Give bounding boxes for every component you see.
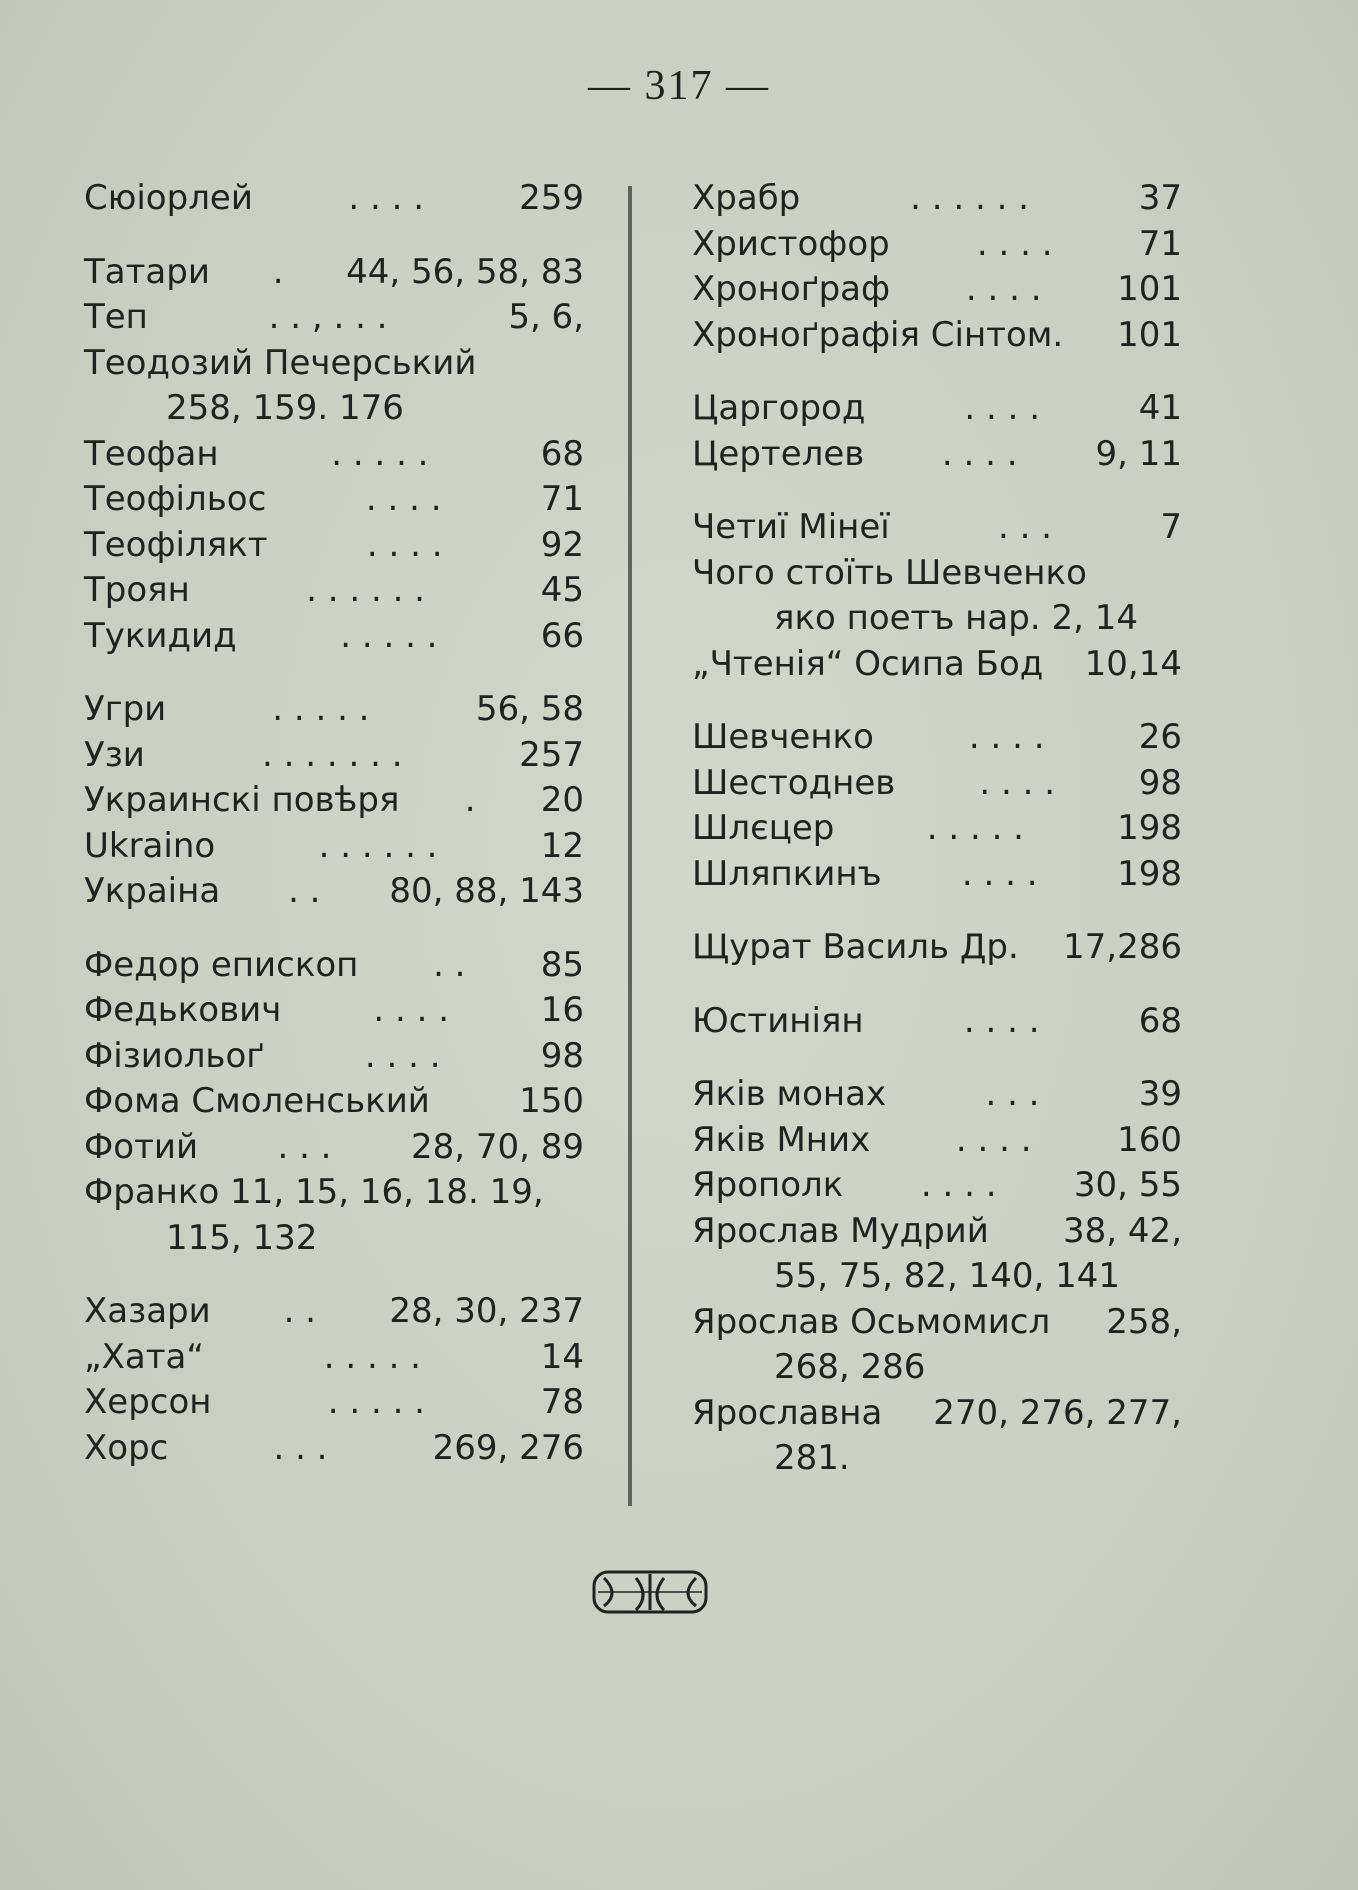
leader-dots: . . . . . .	[318, 825, 438, 866]
section-gap	[84, 222, 584, 250]
index-term: Тукидид	[84, 615, 237, 656]
index-entry	[84, 568, 584, 614]
index-entry	[692, 551, 1182, 597]
index-term: Теп	[84, 297, 148, 337]
index-entry-continuation	[692, 1345, 1182, 1391]
leader-dots: . . . .	[976, 223, 1053, 264]
index-term: Щурат Василь Др.	[692, 927, 1019, 967]
index-term: Яків Мних	[692, 1119, 871, 1160]
index-entry	[692, 386, 1182, 432]
index-entry	[84, 778, 584, 824]
index-entry	[84, 523, 584, 569]
index-term: Херсон	[84, 1382, 212, 1422]
index-entry	[692, 432, 1182, 478]
index-pages: 68	[540, 433, 584, 474]
index-entry	[692, 1118, 1182, 1164]
continuation-pages: 268, 286	[774, 1347, 926, 1387]
index-entry	[84, 1426, 584, 1472]
index-entry	[84, 988, 584, 1034]
index-entry	[692, 852, 1182, 898]
index-pages: 10,14	[1084, 643, 1182, 684]
index-term: Хорс	[84, 1427, 169, 1468]
index-pages: 41	[1138, 388, 1182, 428]
index-pages: 44, 56, 58, 83	[346, 251, 584, 292]
index-entry	[84, 432, 584, 478]
index-term: Христофор	[692, 223, 890, 264]
index-entry	[692, 505, 1182, 551]
index-term: Теофан	[84, 433, 219, 474]
leader-dots: . . . . . .	[910, 178, 1029, 218]
index-term: Цертелев	[692, 433, 865, 474]
index-pages: 39	[1138, 1074, 1182, 1114]
index-pages: 12	[540, 825, 584, 866]
index-entry	[84, 1125, 584, 1171]
continuation-pages: 258, 159. 176	[166, 388, 404, 428]
leader-dots: . . . .	[963, 1000, 1040, 1041]
index-pages: 98	[540, 1035, 584, 1076]
leader-dots: . . . .	[968, 717, 1045, 757]
leader-dots: . . .	[273, 1427, 328, 1468]
index-term: Ярославна	[692, 1392, 883, 1433]
index-pages: 16	[540, 990, 584, 1030]
index-entry	[692, 1300, 1182, 1346]
index-term: Украинскі повѣря	[84, 780, 400, 820]
index-pages: 5, 6,	[508, 297, 584, 337]
index-pages: 30, 55	[1073, 1165, 1182, 1205]
index-entry	[692, 715, 1182, 761]
index-entry	[84, 477, 584, 523]
index-term: Теофілякт	[84, 524, 268, 565]
index-entry	[84, 1170, 584, 1216]
index-pages: 101	[1117, 314, 1182, 355]
index-term: Шестоднев	[692, 762, 896, 803]
leader-dots: . . . . .	[327, 1382, 425, 1422]
section-gap	[692, 477, 1182, 505]
leader-dots: .	[464, 780, 476, 820]
index-term: Яків монах	[692, 1074, 887, 1114]
index-pages: 198	[1117, 808, 1182, 848]
index-term: Царгород	[692, 388, 866, 428]
index-term: Четиї Мінеї	[692, 507, 890, 547]
leader-dots: . . , . . .	[268, 297, 388, 337]
leader-dots: . . . .	[366, 524, 443, 565]
index-entry	[84, 295, 584, 341]
leader-dots: . . . . .	[331, 433, 429, 474]
leader-dots: . .	[433, 944, 466, 985]
index-term: Хроноґраф	[692, 269, 891, 309]
index-term: Теофільос	[84, 479, 267, 519]
section-gap	[692, 358, 1182, 386]
index-entry	[692, 925, 1182, 971]
index-term: Троян	[84, 570, 190, 610]
index-term: Хазари	[84, 1291, 211, 1331]
index-pages: 28, 70, 89	[410, 1126, 584, 1167]
index-entry-continuation	[692, 1254, 1182, 1300]
index-term: Федор епископ	[84, 944, 359, 985]
leader-dots: . . . .	[941, 433, 1018, 474]
index-pages: 258,	[1106, 1301, 1182, 1342]
index-term: Узи	[84, 734, 145, 775]
leader-dots: . . . .	[979, 762, 1055, 803]
index-entry	[692, 313, 1182, 359]
index-entry-continuation	[692, 596, 1182, 642]
index-pages: 160	[1117, 1119, 1182, 1160]
leader-dots: . . .	[277, 1126, 332, 1167]
continuation-pages: яко поетъ нар. 2, 14	[774, 598, 1138, 638]
index-term: Юстиніян	[692, 1000, 864, 1041]
index-term: Фома Смоленський	[84, 1081, 430, 1121]
leader-dots: . .	[283, 1291, 316, 1331]
index-entry	[692, 176, 1182, 222]
index-pages: 7	[1160, 507, 1182, 547]
index-entry	[84, 1079, 584, 1125]
index-entry	[84, 250, 584, 296]
leader-dots: . . . . .	[323, 1336, 421, 1377]
index-pages: 80, 88, 143	[389, 871, 584, 911]
leader-dots: . . . .	[348, 178, 424, 218]
index-term: Чого стоїть Шевченко	[692, 552, 1087, 593]
index-pages: 269, 276	[432, 1427, 584, 1468]
continuation-pages: 115, 132	[166, 1217, 318, 1258]
index-entry	[84, 341, 584, 387]
leader-dots: . . . .	[955, 1119, 1032, 1160]
index-entry-continuation	[84, 386, 584, 432]
index-term: Татари	[84, 251, 210, 292]
index-pages: 17,286	[1063, 927, 1182, 967]
section-gap	[84, 659, 584, 687]
index-pages: 85	[540, 944, 584, 985]
index-entry	[692, 999, 1182, 1045]
index-right-column	[692, 176, 1182, 1482]
index-entry	[692, 222, 1182, 268]
leader-dots: . . . . . .	[306, 570, 425, 610]
index-pages: 68	[1138, 1000, 1182, 1041]
index-pages: 20	[540, 780, 584, 820]
index-entry	[84, 176, 584, 222]
index-pages: 71	[540, 479, 584, 519]
index-pages: 28, 30, 237	[389, 1291, 584, 1331]
index-term: Франко 11, 15, 16, 18. 19,	[84, 1172, 544, 1212]
section-gap	[692, 687, 1182, 715]
leader-dots: . . . .	[961, 853, 1038, 894]
index-entry	[692, 806, 1182, 852]
index-pages: 71	[1138, 223, 1182, 264]
index-pages: 270, 276, 277,	[933, 1392, 1182, 1433]
leader-dots: . . . . .	[926, 808, 1024, 848]
index-pages: 14	[540, 1336, 584, 1377]
index-entry	[692, 1072, 1182, 1118]
index-entry	[84, 687, 584, 733]
index-term: Украіна	[84, 871, 221, 911]
index-term: Фотий	[84, 1126, 199, 1167]
index-entry	[692, 1163, 1182, 1209]
index-entry	[692, 642, 1182, 688]
index-term: „Чтенія“ Осипа Бод	[692, 643, 1044, 684]
leader-dots: . .	[288, 871, 321, 911]
index-pages: 56, 58	[475, 689, 584, 729]
index-term: „Хата“	[84, 1336, 204, 1377]
index-entry	[692, 761, 1182, 807]
index-pages: 257	[519, 734, 584, 775]
leader-dots: . . . .	[373, 990, 449, 1030]
index-entry-continuation	[84, 1216, 584, 1262]
index-entry	[84, 869, 584, 915]
index-term: Ярослав Осьмомисл	[692, 1301, 1051, 1342]
index-entry	[84, 1034, 584, 1080]
leader-dots: . . . .	[365, 479, 442, 519]
leader-dots: . . .	[997, 507, 1052, 547]
index-term: Ukraino	[84, 825, 216, 866]
index-entry	[84, 1380, 584, 1426]
section-gap	[692, 897, 1182, 925]
index-pages: 37	[1138, 178, 1182, 218]
section-gap	[84, 1261, 584, 1289]
index-pages: 101	[1117, 269, 1182, 309]
index-pages: 150	[519, 1081, 584, 1121]
leader-dots: . . . .	[965, 269, 1042, 309]
index-term: Фізиольоґ	[84, 1035, 265, 1076]
section-gap	[692, 1044, 1182, 1072]
index-term: Ярослав Мудрий	[692, 1210, 989, 1251]
index-pages: 198	[1117, 853, 1182, 894]
leader-dots: . . . . . . .	[262, 734, 403, 775]
index-term: Федькович	[84, 990, 282, 1030]
index-pages: 9, 11	[1095, 433, 1182, 474]
continuation-pages: 281.	[774, 1438, 850, 1478]
column-divider	[628, 186, 632, 1506]
index-entry	[84, 733, 584, 779]
index-pages: 38, 42,	[1063, 1210, 1182, 1251]
index-pages: 92	[540, 524, 584, 565]
index-term: Храбр	[692, 178, 801, 218]
index-entry-continuation	[692, 1436, 1182, 1482]
leader-dots: . . . .	[364, 1035, 441, 1076]
leader-dots: . . . .	[920, 1165, 997, 1205]
index-entry	[692, 1209, 1182, 1255]
index-entry	[84, 1335, 584, 1381]
index-term: Сюіорлей	[84, 178, 253, 218]
index-pages: 66	[540, 615, 584, 656]
page-number: — 317 —	[588, 63, 770, 109]
index-pages: 78	[540, 1382, 584, 1422]
leader-dots: .	[272, 251, 284, 292]
index-entry	[692, 267, 1182, 313]
index-entry	[84, 943, 584, 989]
section-gap	[692, 971, 1182, 999]
continuation-pages: 55, 75, 82, 140, 141	[774, 1256, 1121, 1296]
index-left-column	[84, 176, 584, 1471]
index-term: Хроноґрафія Сінтом.	[692, 314, 1064, 355]
index-pages: 259	[519, 178, 584, 218]
index-pages: 45	[540, 570, 584, 610]
tailpiece-ornament-icon	[590, 1566, 710, 1618]
index-entry	[84, 824, 584, 870]
index-term: Ярополк	[692, 1165, 844, 1205]
index-entry	[84, 614, 584, 660]
index-pages: 26	[1138, 717, 1182, 757]
index-term: Теодозий Печерський	[84, 342, 477, 383]
leader-dots: . . . . .	[340, 615, 438, 656]
index-term: Шляпкинъ	[692, 853, 882, 894]
leader-dots: . . .	[985, 1074, 1040, 1114]
index-entry	[84, 1289, 584, 1335]
leader-dots: . . . .	[964, 388, 1040, 428]
section-gap	[84, 915, 584, 943]
index-term: Шлєцер	[692, 808, 835, 848]
leader-dots: . . . . .	[272, 689, 370, 729]
index-term: Шевченко	[692, 717, 874, 757]
index-term: Угри	[84, 689, 167, 729]
index-entry	[692, 1391, 1182, 1437]
index-pages: 98	[1138, 762, 1182, 803]
